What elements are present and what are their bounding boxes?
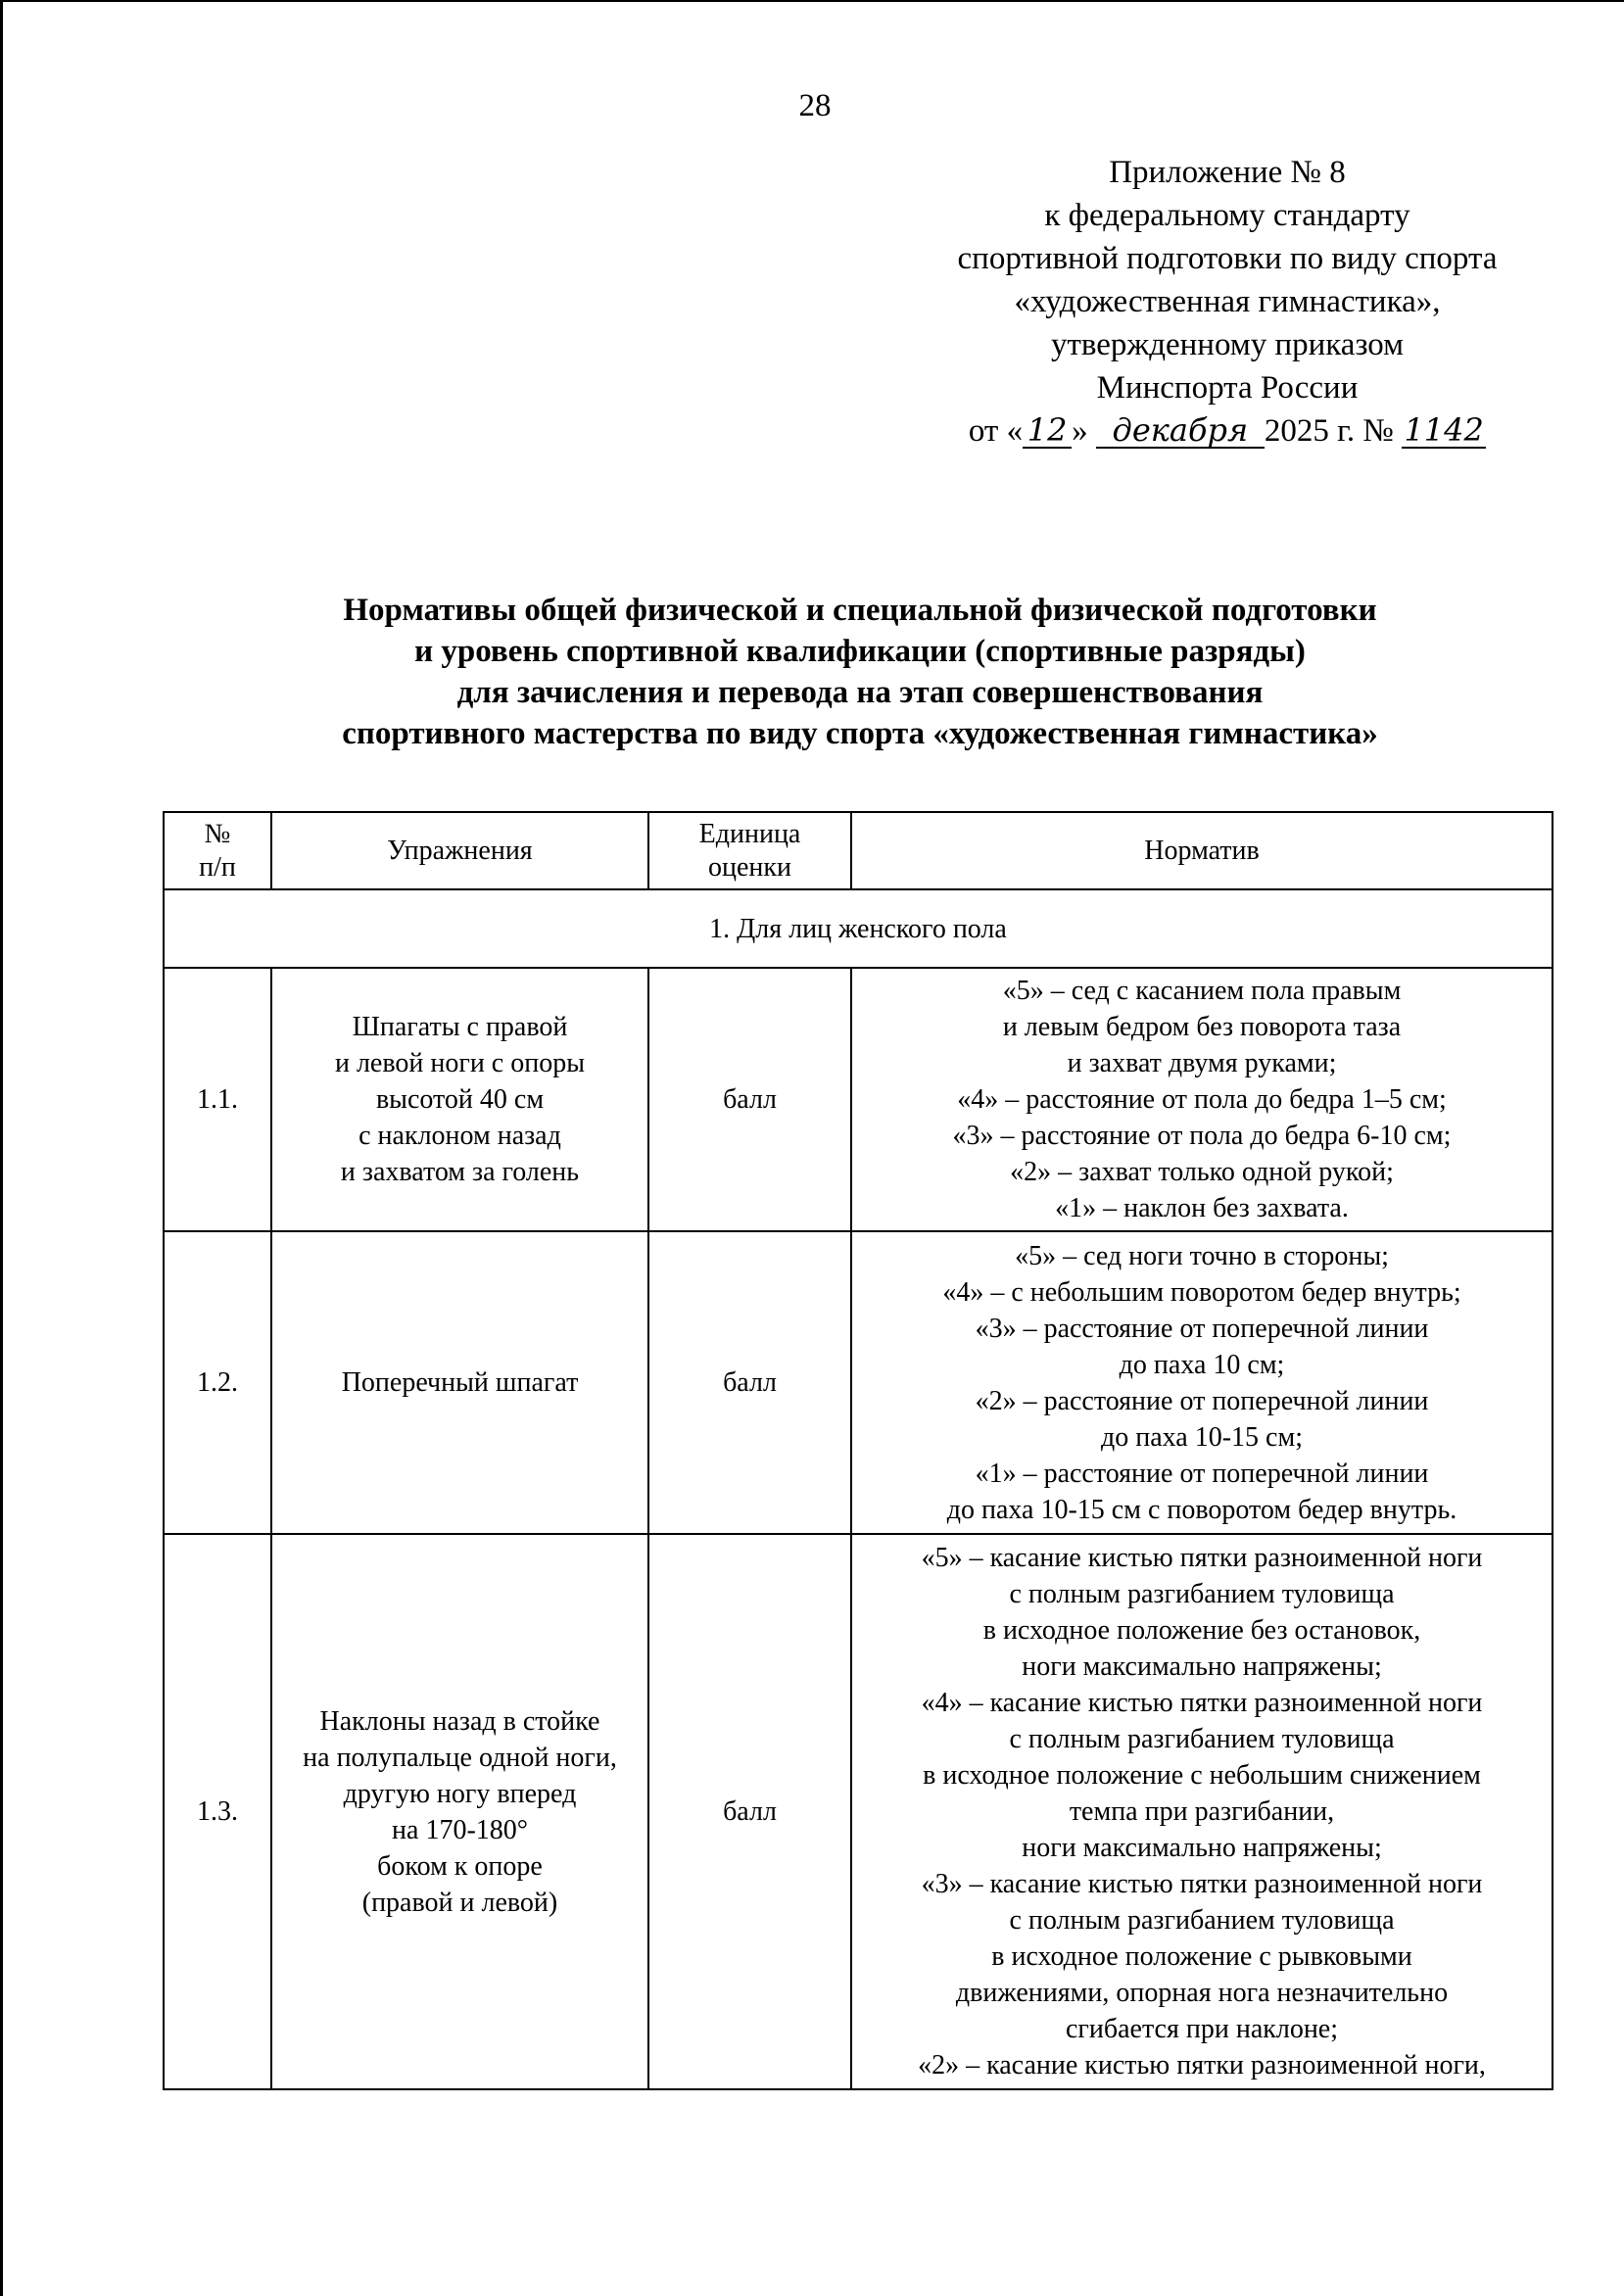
table-row — [164, 1231, 1552, 1534]
cell-line: до паха 10-15 см с поворотом бедер внутрь. — [946, 1494, 1457, 1525]
row-norm — [851, 1534, 1552, 2089]
cell-line: ноги максимально напряжены; — [1022, 1833, 1382, 1863]
cell-line: «2» – захват только одной рукой; — [1010, 1157, 1394, 1187]
cell-line: «2» – касание кистью пятки разноименной ноги, — [918, 2050, 1486, 2081]
cell-line: и захват двумя руками; — [1067, 1048, 1337, 1078]
cell-line: Поперечный шпагат — [341, 1367, 579, 1398]
cell-line: «3» – расстояние от поперечной линии — [975, 1313, 1429, 1344]
date-year: 2025 г. № — [1264, 413, 1394, 449]
cell-line: «2» – расстояние от поперечной линии — [975, 1385, 1429, 1416]
title-line: для зачисления и перевода на этап совершенствования — [456, 675, 1264, 710]
header-norm: Норматив — [851, 812, 1552, 889]
document-title — [160, 590, 1560, 754]
row-num: 1.3. — [164, 1534, 271, 2089]
cell-line: с полным разгибанием туловища — [1009, 1579, 1395, 1609]
row-norm — [851, 968, 1552, 1231]
cell-line: «4» – расстояние от пола до бедра 1–5 см; — [957, 1084, 1447, 1115]
appendix-line: к федеральному стандарту — [1044, 198, 1410, 233]
cell-line: в исходное положение с рывковыми — [991, 1941, 1412, 1972]
cell-line: на 170-180° — [392, 1814, 528, 1845]
order-date-line — [884, 409, 1570, 453]
table-row — [164, 1534, 1552, 2089]
date-month-handwritten: декабря — [1096, 413, 1265, 449]
row-num: 1.2. — [164, 1231, 271, 1534]
cell-line: до паха 10-15 см; — [1101, 1421, 1303, 1453]
page-number: 28 — [798, 88, 832, 123]
row-num: 1.1. — [164, 968, 271, 1231]
cell-line: с наклоном назад — [358, 1121, 561, 1151]
cell-line: «5» – касание кистью пятки разноименной ноги — [921, 1543, 1483, 1573]
cell-line: «3» – касание кистью пятки разноименной ноги — [921, 1869, 1483, 1899]
row-exercise — [271, 968, 648, 1231]
cell-line: и левым бедром без поворота таза — [1002, 1012, 1402, 1042]
title-line: спортивного мастерства по виду спорта «художественная гимнастика» — [342, 716, 1378, 751]
cell-line: «1» – расстояние от поперечной линии — [975, 1458, 1429, 1489]
cell-line: с полным разгибанием туловища — [1009, 1724, 1395, 1754]
row-exercise — [271, 1231, 648, 1534]
appendix-header — [884, 151, 1570, 453]
title-line: Нормативы общей физической и специальной физической подготовки — [343, 593, 1377, 628]
appendix-line: спортивной подготовки по виду спорта — [957, 241, 1498, 276]
table-header-row — [164, 812, 1552, 889]
cell-line: движениями, опорная нога незначительно — [955, 1978, 1449, 2008]
date-day-handwritten: 12 — [1023, 413, 1072, 449]
cell-line: «3» – расстояние от пола до бедра 6-10 см; — [952, 1121, 1452, 1151]
cell-line: Шпагаты с правой — [352, 1012, 568, 1042]
cell-line: «1» – наклон без захвата. — [1055, 1193, 1349, 1223]
header-num: № п/п — [164, 812, 271, 889]
norms-table — [163, 811, 1553, 2090]
order-number-handwritten: 1142 — [1402, 413, 1486, 449]
cell-line: боком к опоре — [377, 1850, 543, 1882]
cell-line: темпа при разгибании, — [1069, 1796, 1335, 1827]
cell-line: с полным разгибанием туловища — [1009, 1905, 1395, 1936]
header-exercise: Упражнения — [271, 812, 648, 889]
cell-line: сгибается при наклоне; — [1065, 2014, 1339, 2044]
appendix-line: утвержденному приказом — [1050, 327, 1405, 362]
cell-line: и захватом за голень — [340, 1157, 580, 1187]
section-row — [164, 889, 1552, 968]
row-unit: балл — [648, 968, 851, 1231]
appendix-line: Минспорта России — [1096, 370, 1359, 406]
cell-line: другую ногу вперед — [343, 1778, 577, 1809]
title-line: и уровень спортивной квалификации (спортивные разряды) — [414, 634, 1306, 669]
row-norm — [851, 1231, 1552, 1534]
appendix-line: Приложение № 8 — [1109, 155, 1346, 190]
cell-line: (правой и левой) — [361, 1887, 558, 1918]
cell-line: «4» – с небольшим поворотом бедер внутрь; — [942, 1276, 1461, 1308]
table-row — [164, 968, 1552, 1231]
cell-line: «5» – сед с касанием пола правым — [1002, 976, 1402, 1006]
cell-line: в исходное положение с небольшим снижением — [923, 1760, 1481, 1791]
cell-line: на полупальце одной ноги, — [303, 1742, 617, 1773]
cell-line: до паха 10 см; — [1119, 1349, 1285, 1380]
cell-line: «4» – касание кистью пятки разноименной ноги — [921, 1688, 1483, 1718]
section-label: 1. Для лиц женского пола — [164, 889, 1552, 968]
date-prefix: от « — [968, 413, 1024, 449]
header-unit: Единица оценки — [648, 812, 851, 889]
cell-line: в исходное положение без остановок, — [982, 1615, 1421, 1646]
cell-line: Наклоны назад в стойке — [319, 1705, 600, 1737]
date-mid: » — [1072, 413, 1088, 449]
cell-line: и левой ноги с опоры — [334, 1048, 586, 1078]
appendix-line: «художественная гимнастика», — [1014, 284, 1441, 319]
cell-line: ноги максимально напряжены; — [1022, 1651, 1382, 1682]
cell-line: высотой 40 см — [375, 1084, 545, 1115]
row-unit: балл — [648, 1534, 851, 2089]
row-unit: балл — [648, 1231, 851, 1534]
cell-line: «5» – сед ноги точно в стороны; — [1015, 1240, 1389, 1271]
row-exercise — [271, 1534, 648, 2089]
